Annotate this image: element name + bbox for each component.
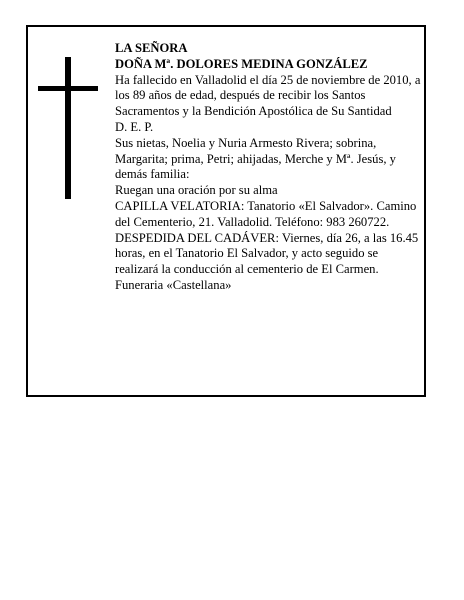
cross-icon bbox=[38, 57, 98, 199]
cross-horizontal-bar bbox=[38, 86, 98, 91]
farewell-info: DESPEDIDA DEL CADÁVER: Viernes, día 26, a las 16.45 horas, en el Tanatorio El Salvador, y acto seguido se realizará la conducción al cementerio de El Carmen. bbox=[115, 230, 419, 277]
chapel-info: CAPILLA VELATORIA: Tanatorio «El Salvador». Camino del Cementerio, 21. Valladolid. Teléfono: 983 260722. bbox=[115, 198, 417, 229]
notice-title: LA SEÑORA bbox=[115, 41, 188, 55]
prayer-request: Ruegan una oración por su alma bbox=[115, 183, 278, 198]
cross-vertical-bar bbox=[65, 57, 71, 199]
family-list: Sus nietas, Noelia y Nuria Armesto Rivera; sobrina, Margarita; prima, Petri; ahijadas, Merche y Mª. Jesús, y demás familia: bbox=[115, 135, 396, 182]
deceased-name: DOÑA Mª. DOLORES MEDINA GONZÁLEZ bbox=[115, 56, 368, 71]
rip-text: D. E. P. bbox=[115, 119, 154, 134]
funeral-home: Funeraria «Castellana» bbox=[115, 277, 232, 292]
death-statement: Ha fallecido en Valladolid el día 25 de noviembre de 2010, a los 89 años de edad, después de recibir los Santos Sacramentos y la Bendición Apostólica de Su Santidad bbox=[115, 72, 421, 119]
notice-text bbox=[115, 41, 423, 294]
obituary-notice bbox=[26, 25, 426, 397]
